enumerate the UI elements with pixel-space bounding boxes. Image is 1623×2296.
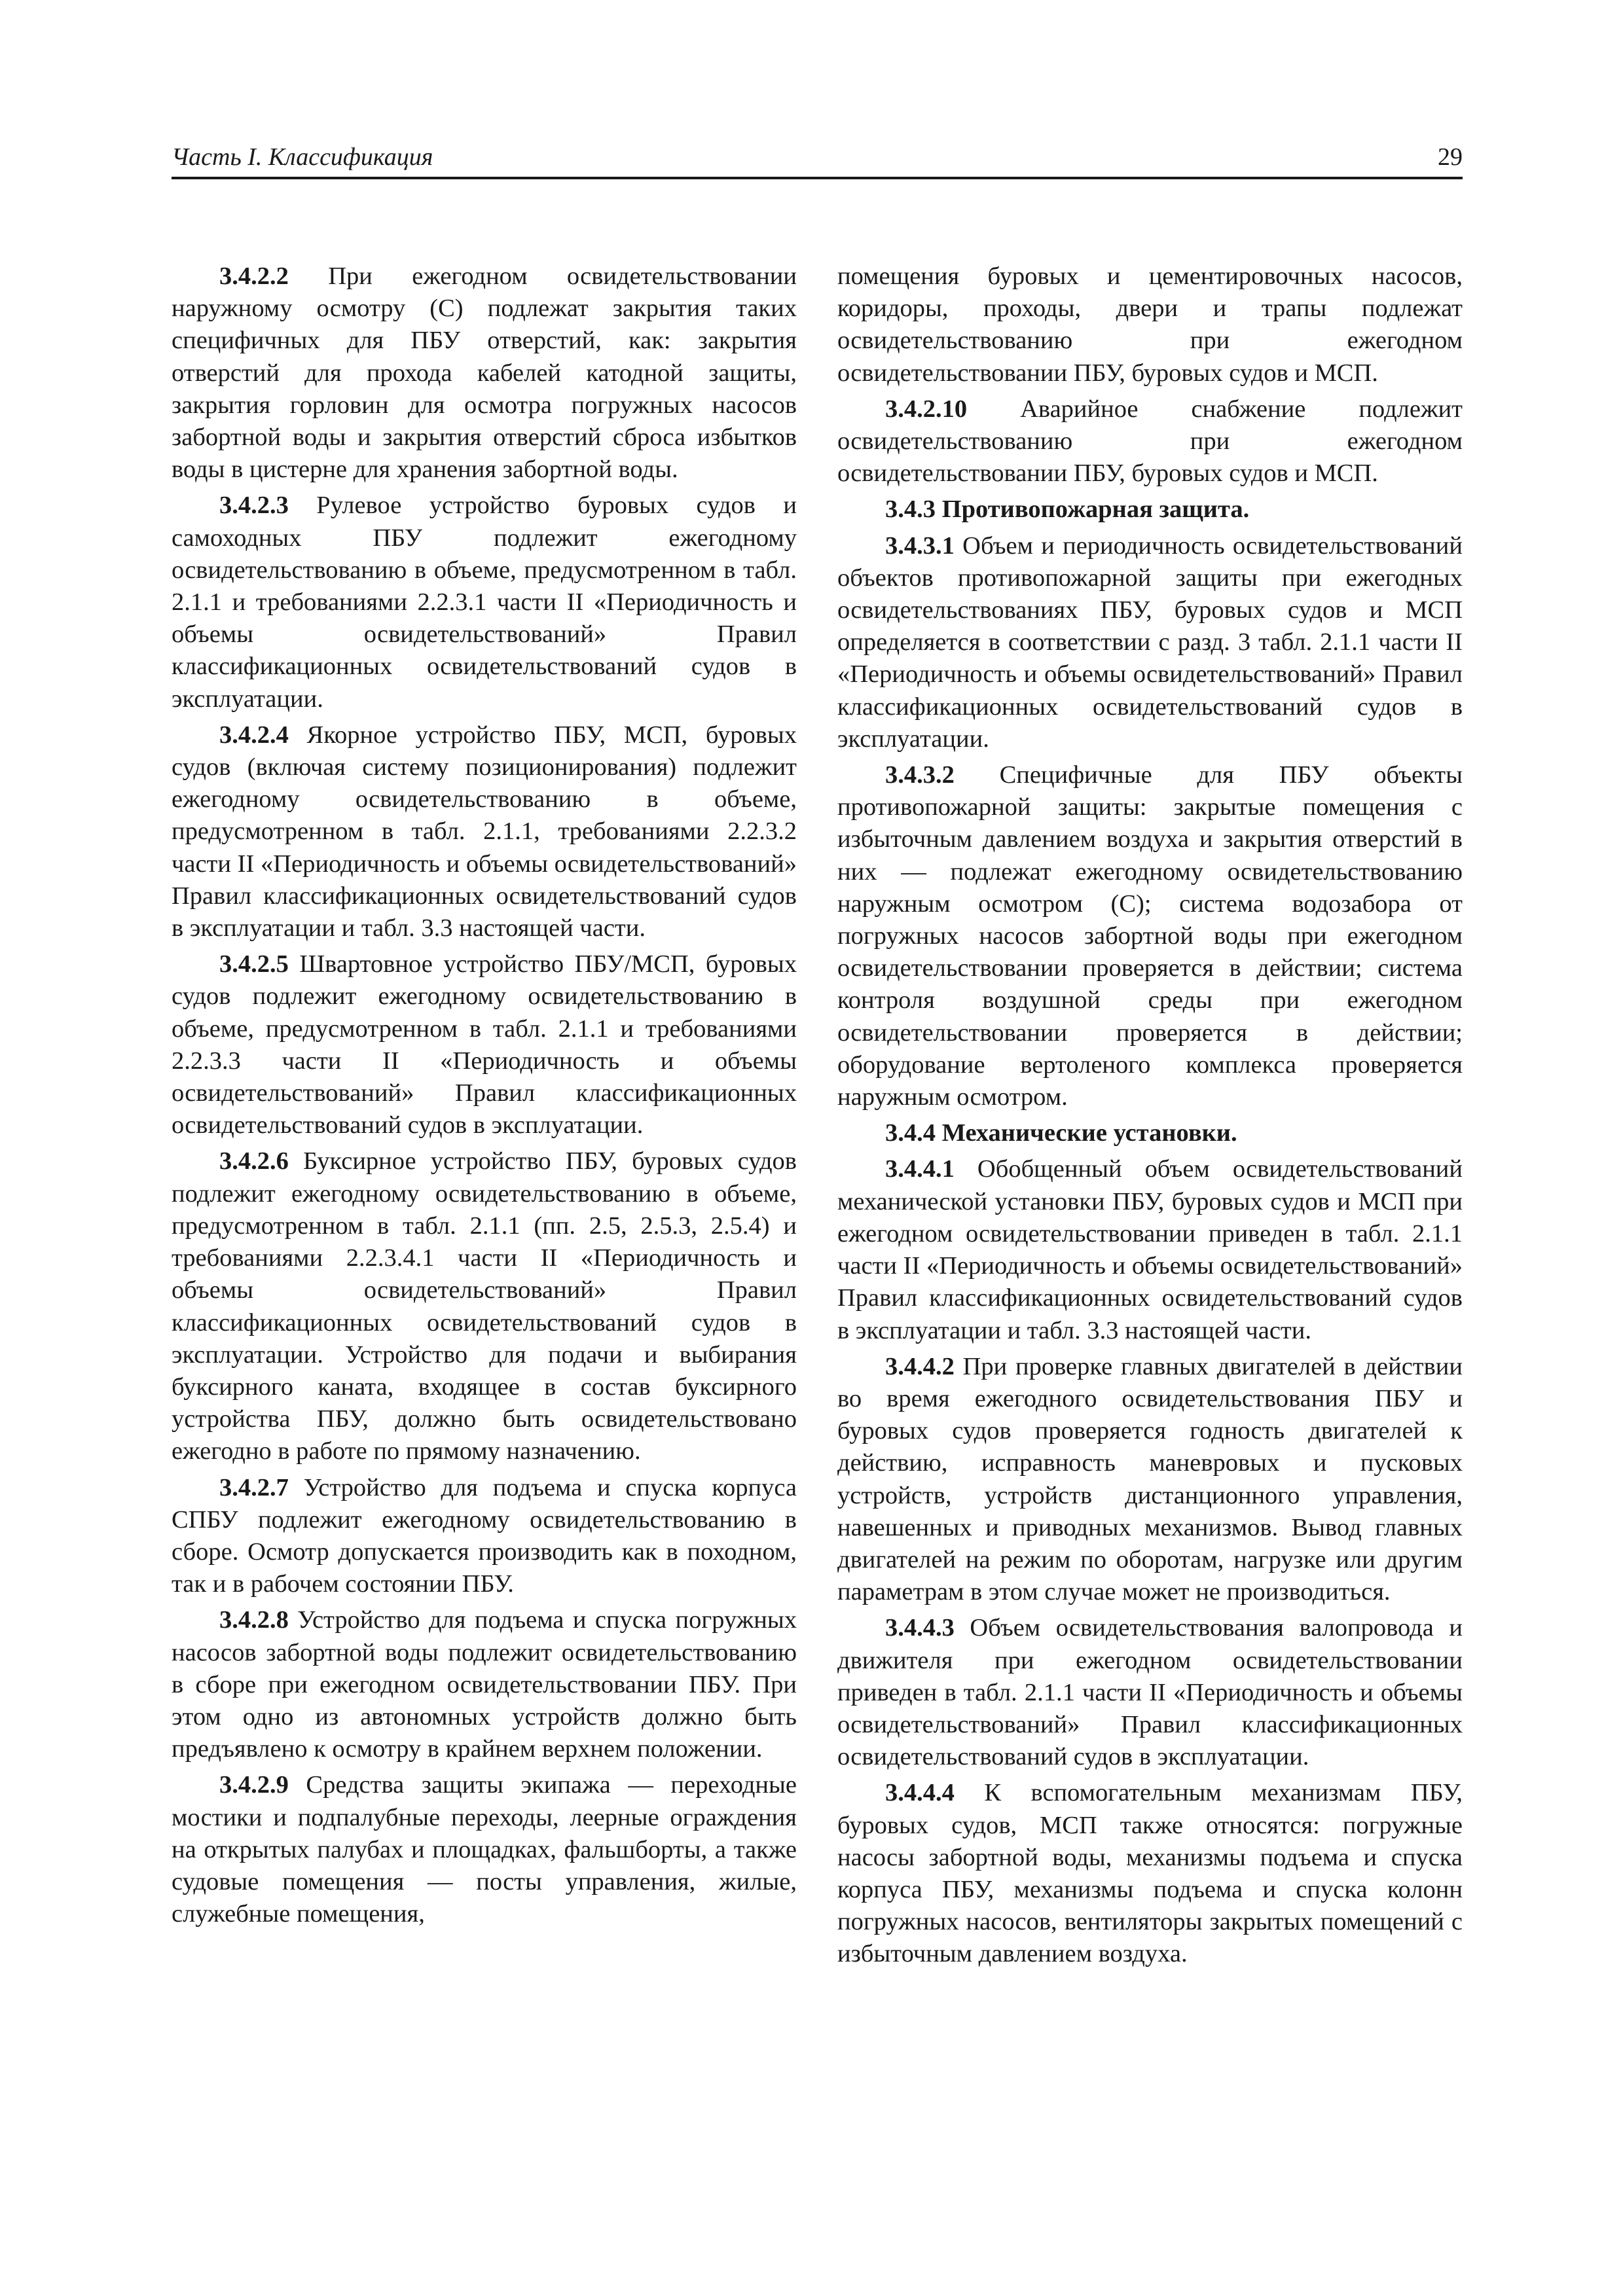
clause-text: Швартовное устройство ПБУ/МСП, буровых судов подлежит ежегодному освидетельствованию в объеме, предусмотренном в табл. 2.1.1 и требованиями 2.2.3.3 части II «Периодичность и объемы освидетельствований» Правил классификационных освидетельствований судов в эксплуатации. (172, 950, 797, 1139)
clause-text: Объем и периодичность освидетельствований объектов противопожарной защиты при ежегодных освидетельствованиях ПБУ, буровых судов и МСП определяется в соответствии с разд. 3 табл. 2.1.1 части II «Периодичность и объемы освидетельствований» Правил классификационных освидетельствований судов в эксплуатации. (837, 531, 1463, 753)
clause-text: Якорное устройство ПБУ, МСП, буровых судов (включая систему позиционирования) подлежит ежегодному освидетельствованию в объеме, предусмотренном в табл. 2.1.1, требованиями 2.2.3.2 части II «Периодичность и объемы освидетельствований» Правил классификационных освидетельствований судов в эксплуатации и табл. 3.3 настоящей части. (172, 721, 797, 942)
clause-text: Объем освидетельствования валопровода и движителя при ежегодном освидетельствовании приведен в табл. 2.1.1 части II «Периодичность и объемы освидетельствований» Правил классификационных освидетельствований судов в эксплуатации. (837, 1614, 1463, 1771)
paragraph-3-4-2-4 (172, 719, 797, 944)
clause-text: Устройство для подъема и спуска корпуса СПБУ подлежит ежегодному освидетельствованию в сборе. Осмотр допускается производить как в походном, так и в рабочем состоянии ПБУ. (172, 1473, 797, 1598)
clause-text: Устройство для подъема и спуска погружных насосов забортной воды подлежит освидетельствованию в сборе при ежегодном освидетельствовании ПБУ. При этом одно из автономных устройств должно быть предъявлено к осмотру в крайнем верхнем положении. (172, 1606, 797, 1763)
paragraph-3-4-2-5 (172, 948, 797, 1141)
clause-text: При ежегодном освидетельствовании наружному осмотру (С) подлежат закрытия таких специфичных для ПБУ отверстий, как: закрытия отверстий для прохода кабелей катодной защиты, закрытия горловин для осмотра погружных насосов забортной воды и закрытия отверстий сброса избытков воды в цистерне для хранения забортной воды. (172, 262, 797, 484)
page-number: 29 (1438, 143, 1463, 171)
clause-number: 3.4.2.9 (219, 1771, 289, 1799)
paragraph-3-4-4-2 (837, 1351, 1463, 1609)
clause-number: 3.4.2.6 (219, 1147, 289, 1175)
paragraph-3-4-4-1 (837, 1153, 1463, 1346)
clause-text: Аварийное снабжение подлежит освидетельствованию при ежегодном освидетельствовании ПБУ, буровых судов и МСП. (837, 395, 1463, 488)
clause-text: Специфичные для ПБУ объекты противопожарной защиты: закрытые помещения с избыточным давлением воздуха и закрытия отверстий в них — подлежат ежегодному освидетельствованию наружным осмотром (С); система водозабора от погружных насосов забортной воды при ежегодном освидетельствовании проверяется в действии; система контроля воздушной среды при ежегодном освидетельствовании проверяется в действии; оборудование вертоленого комплекса проверяется наружным осмотром. (837, 761, 1463, 1111)
clause-number: 3.4.4.3 (885, 1614, 955, 1642)
paragraph-3-4-2-9-continuation: помещения буровых и цементировочных насосов, коридоры, проходы, двери и трапы подлежат освидетельствованию при ежегодном освидетельствовании ПБУ, буровых судов и МСП. (837, 262, 1463, 387)
clause-number: 3.4.3.1 (885, 531, 955, 560)
left-column (172, 260, 797, 1934)
clause-number: 3.4.2.7 (219, 1473, 289, 1501)
paragraph-3-4-4-4 (837, 1777, 1463, 1970)
clause-text: К вспомогательным механизмам ПБУ, буровых судов, МСП также относятся: погружные насосы забортной воды, механизмы подъема и спуска корпуса ПБУ, механизмы подъема и спуска колонн погружных насосов, вентиляторы закрытых помещений с избыточным давлением воздуха. (837, 1779, 1463, 1968)
paragraph-3-4-3-2 (837, 759, 1463, 1113)
paragraph-3-4-2-8 (172, 1604, 797, 1765)
clause-number: 3.4.4.4 (885, 1779, 955, 1807)
section-heading-3-4-4: 3.4.4 Механические установки. (885, 1119, 1237, 1147)
paragraph-3-4-3-1 (837, 530, 1463, 755)
paragraph-3-4-2-3 (172, 490, 797, 715)
clause-text: При проверке главных двигателей в действии во время ежегодного освидетельствования ПБУ и буровых судов проверяется годность двигателей к действию, исправность маневровых и пусковых устройств, устройств дистанционного управления, навешенных и приводных механизмов. Вывод главных двигателей на режим по оборотам, нагрузке или другим параметрам в этом случае может не производиться. (837, 1352, 1463, 1606)
clause-text: Буксирное устройство ПБУ, буровых судов подлежит ежегодному освидетельствованию в объеме, предусмотренном в табл. 2.1.1 (пп. 2.5, 2.5.3, 2.5.4) и требованиями 2.2.3.4.1 части II «Периодичность и объемы освидетельствований» Правил классификационных освидетельствований судов в эксплуатации. Устройство для подачи и выбирания буксирного каната, входящее в состав буксирного устройства ПБУ, должно быть освидетельствовано ежегодно в работе по прямому назначению. (172, 1147, 797, 1465)
paragraph-3-4-4-3 (837, 1612, 1463, 1773)
clause-text: Средства защиты экипажа — переходные мостики и подпалубные переходы, леерные ограждения на открытых палубах и площадках, фальшборты, а также судовые помещения — посты управления, жилые, служебные помещения, (172, 1771, 797, 1928)
clause-number: 3.4.2.10 (885, 395, 968, 423)
clause-number: 3.4.4.2 (885, 1352, 955, 1380)
paragraph-3-4-2-2 (172, 260, 797, 486)
paragraph-3-4-2-7 (172, 1472, 797, 1601)
clause-text: Рулевое устройство буровых судов и самоходных ПБУ подлежит ежегодному освидетельствованию в объеме, предусмотренном в табл. 2.1.1 и требованиями 2.2.3.1 части II «Периодичность и объемы освидетельствований» Правил классификационных освидетельствований судов в эксплуатации. (172, 492, 797, 713)
section-heading-3-4-3: 3.4.3 Противопожарная защита. (885, 495, 1250, 524)
paragraph-3-4-2-9 (172, 1769, 797, 1930)
clause-number: 3.4.3.2 (885, 761, 955, 789)
paragraph-3-4-2-6 (172, 1145, 797, 1467)
clause-text: Обобщенный объем освидетельствований механической установки ПБУ, буровых судов и МСП при ежегодном освидетельствовании приведен в табл. 2.1.1 части II «Периодичность и объемы освидетельствований» Правил классификационных освидетельствований судов в эксплуатации и табл. 3.3 настоящей части. (837, 1155, 1463, 1344)
running-header-title: Часть I. Классификация (172, 143, 433, 171)
clause-number: 3.4.2.2 (219, 262, 289, 290)
paragraph-3-4-2-10 (837, 393, 1463, 490)
clause-number: 3.4.2.3 (219, 492, 289, 520)
right-column (837, 260, 1463, 1975)
clause-number: 3.4.2.5 (219, 950, 289, 978)
clause-number: 3.4.2.4 (219, 721, 289, 749)
clause-number: 3.4.2.8 (219, 1606, 289, 1634)
clause-number: 3.4.4.1 (885, 1155, 955, 1183)
page-header (172, 143, 1463, 179)
